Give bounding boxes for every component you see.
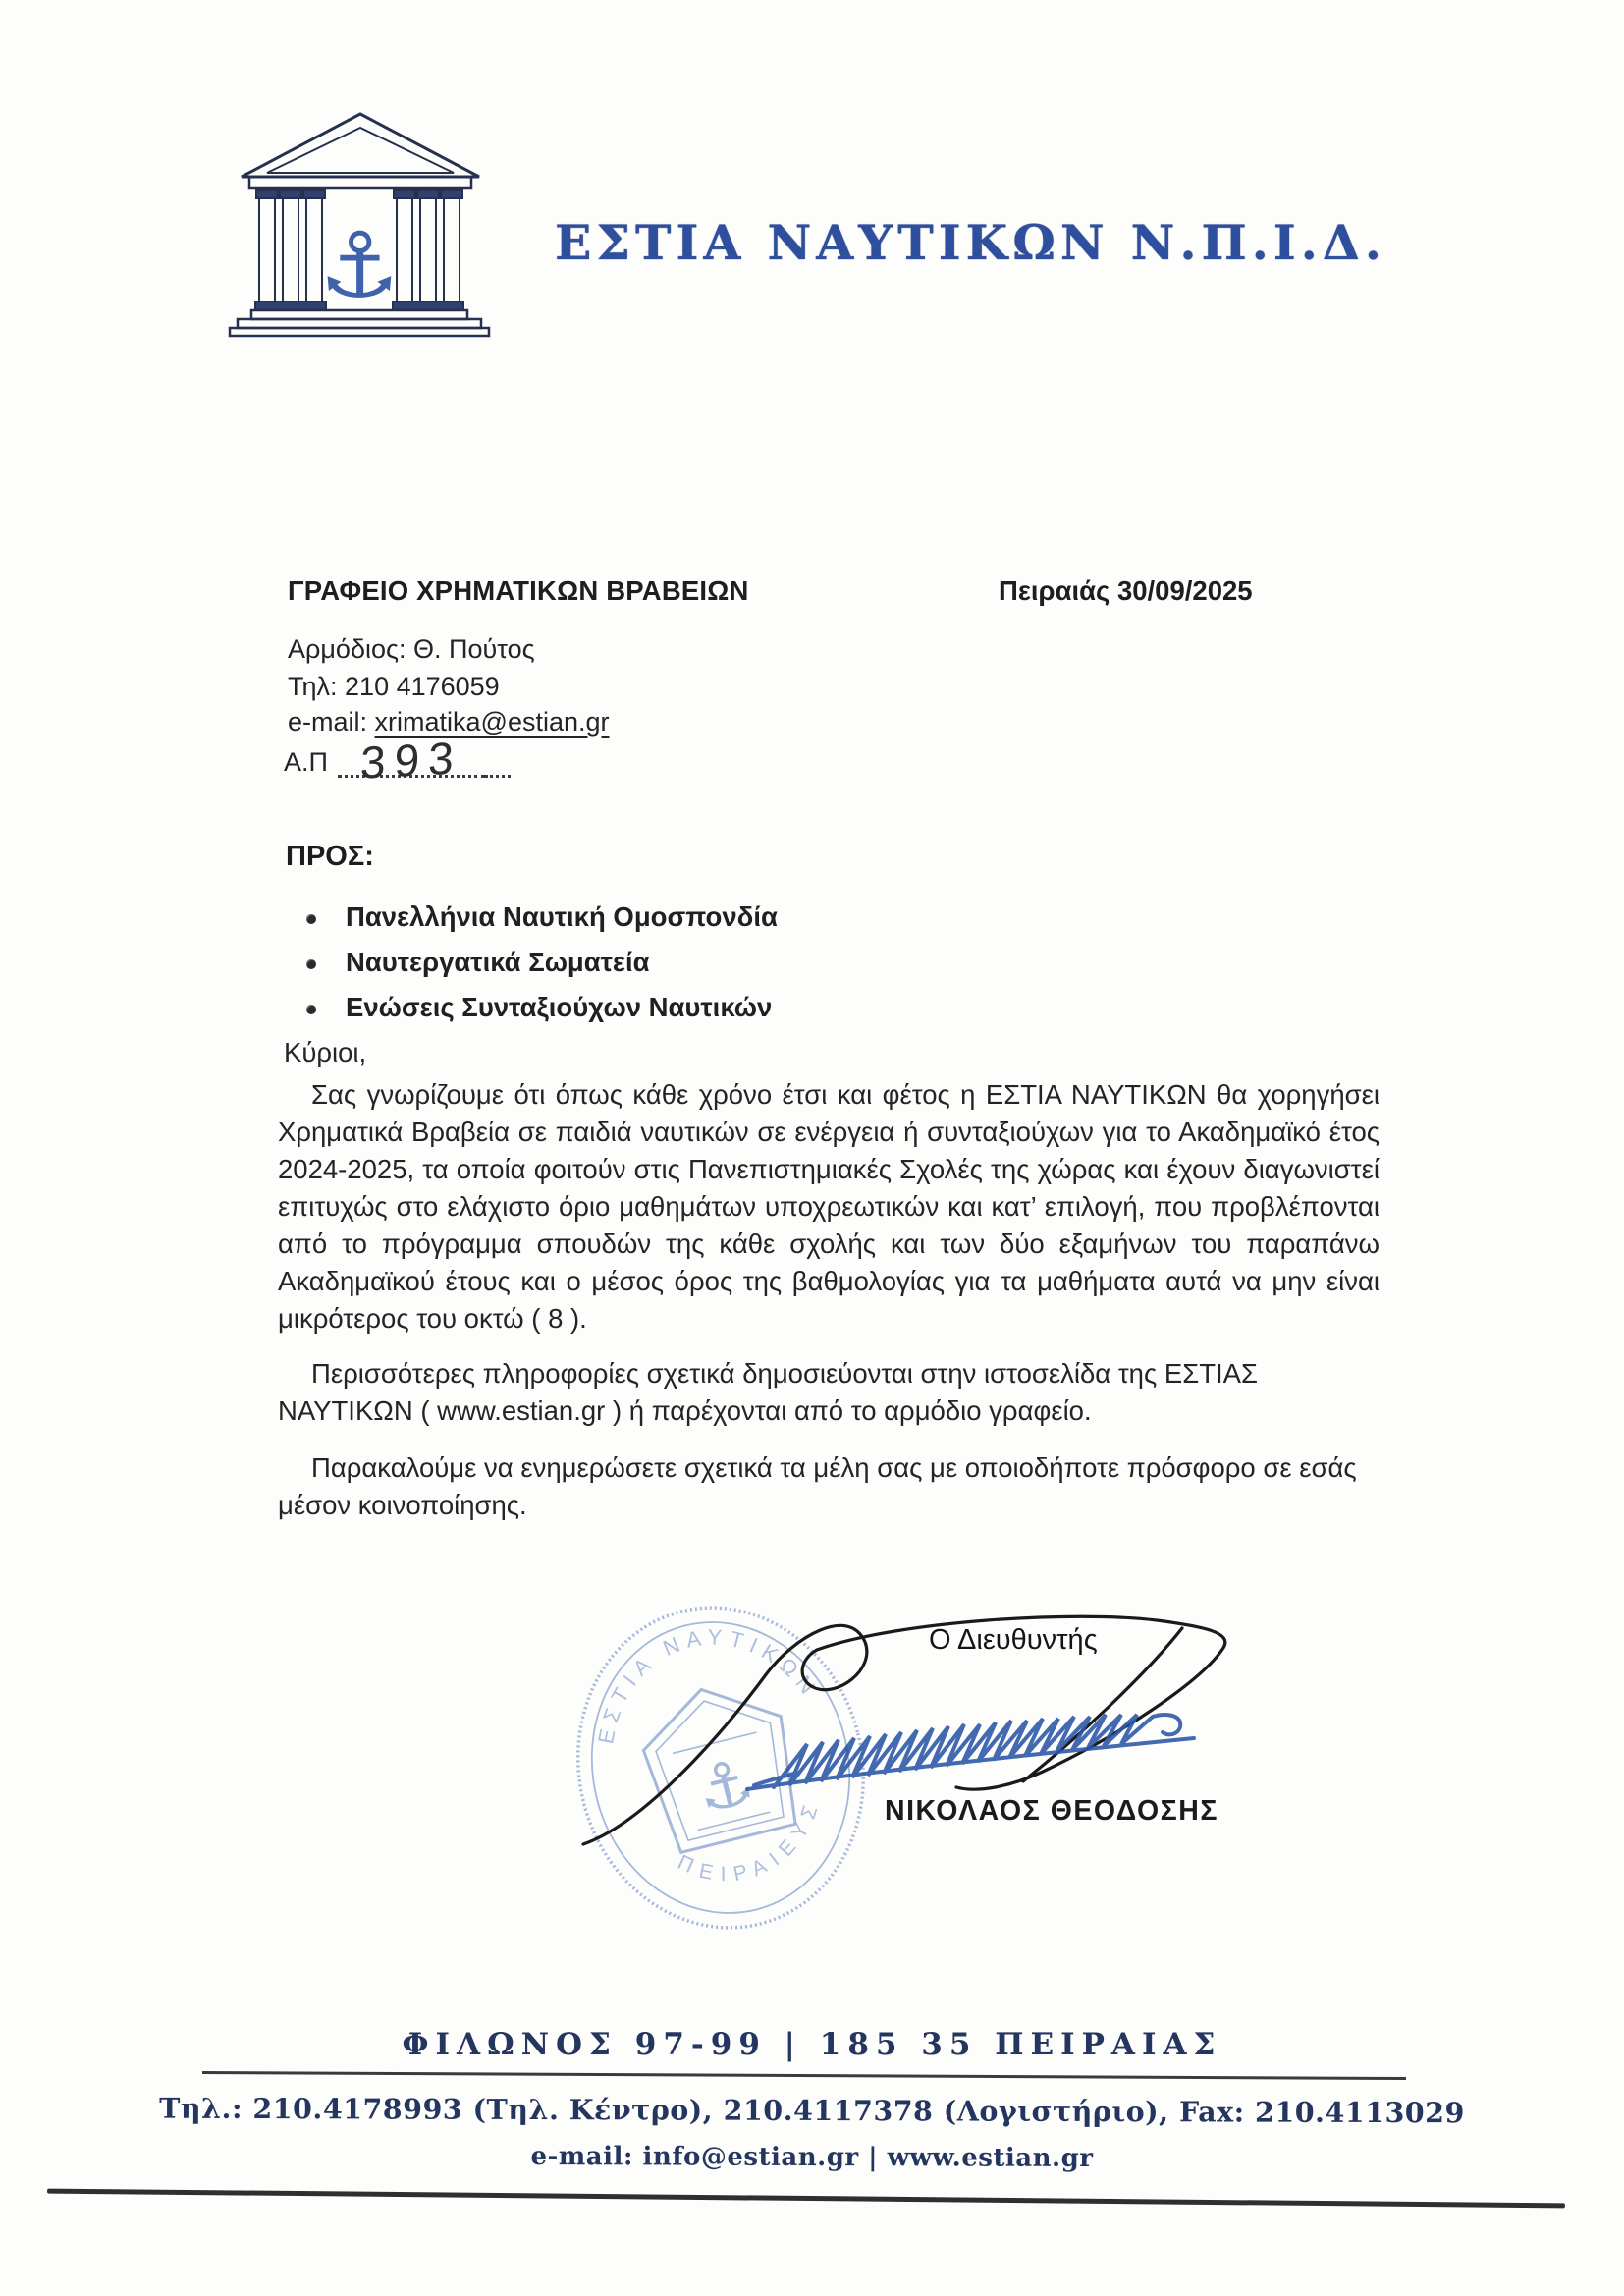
contact-phone: Τηλ: 210 4176059 <box>288 672 500 701</box>
protocol-number-handwritten: 393 <box>359 732 463 789</box>
temple-anchor-logo-icon <box>228 110 493 338</box>
protocol-dotted-tail <box>485 765 511 778</box>
recipient-item <box>306 902 778 933</box>
stamp-text-bottom: ΠΕΙΡΑΙΕΥΣ <box>674 1794 826 1886</box>
protocol-label: Α.Π <box>284 747 329 778</box>
anchor-icon: ⚓ <box>318 216 401 316</box>
signature-scribble <box>546 1577 1263 1882</box>
body-paragraph-2: Περισσότερες πληροφορίες σχετικά δημοσιεύονται στην ιστοσελίδα της ΕΣΤΙΑΣ ΝΑΥΤΙΚΩΝ ( www.estian.gr ) ή παρέχονται από το αρμόδιο γραφείο. <box>278 1358 1258 1426</box>
footer-phones: Τηλ.: 210.4178993 (Τηλ. Κέντρο), 210.4117378 (Λογιστήριο), Fax: 210.4113029 <box>159 2091 1465 2130</box>
contact-person: Αρμόδιος: Θ. Πούτος <box>288 634 535 664</box>
salutation: Κύριοι, <box>284 1037 367 1067</box>
place-date: Πειραιάς 30/09/2025 <box>999 575 1253 606</box>
org-title: ΕΣΤΙΑ ΝΑΥΤΙΚΩΝ Ν.Π.Ι.Δ. <box>555 214 1386 271</box>
email-label: e-mail: <box>288 707 375 737</box>
footer-divider <box>202 2071 1406 2080</box>
email-link[interactable]: xrimatika@estian.gr <box>374 707 610 737</box>
recipient-label: Πανελλήνια Ναυτική Ομοσπονδία <box>346 902 778 932</box>
protocol-dotted-line <box>338 732 485 789</box>
footer-address: ΦΙΛΩΝΟΣ 97-99 | 185 35 ΠΕΙΡΑΙΑΣ <box>402 2027 1222 2062</box>
stamp-text-top: ΕΣΤΙΑ ΝΑΥΤΙΚΩΝ <box>593 1624 825 1746</box>
recipient-label: Ναυτεργατικά Σωματεία <box>346 947 650 977</box>
signatory-name: ΝΙΚΟΛΑΟΣ ΘΕΟΔΟΣΗΣ <box>885 1795 1218 1827</box>
recipients-heading: ΠΡΟΣ: <box>286 841 374 872</box>
bullet-icon <box>306 959 316 969</box>
body-paragraph-1: Σας γνωρίζουμε ότι όπως κάθε χρόνο έτσι και φέτος η ΕΣΤΙΑ ΝΑΥΤΙΚΩΝ θα χορηγήσει Χρηματικά Βραβεία σε παιδιά ναυτικών σε ενέργεια ή συνταξιούχων για το Ακαδημαϊκό έτος 2024-2025, τα οποία φοιτούν στις Πανεπιστημιακές Σχολές της χώρας και έχουν διαγωνιστεί επιτυχώς στο ελάχιστο όριο μαθημάτων υποχρεωτικών και κατ’ επιλογή, που προβλέπονται από το πρόγραμμα σπουδών της κάθε σχολής και των δύο εξαμήνων του παραπάνω Ακαδημαϊκού έτους και ο μέσος όρος της βαθμολογίας για τα μαθήματα αυτά να μην είναι μικρότερος του οκτώ ( 8 ). <box>278 1079 1380 1334</box>
bullet-icon <box>306 1005 316 1014</box>
recipient-label: Ενώσεις Συνταξιούχων Ναυτικών <box>346 992 773 1022</box>
stamp-anchor-icon: ⚓ <box>689 1744 762 1828</box>
office-heading: ΓΡΑΦΕΙΟ ΧΡΗΜΑΤΙΚΩΝ ΒΡΑΒΕΙΩΝ <box>288 575 749 606</box>
protocol-line <box>284 732 511 789</box>
recipient-item <box>306 992 772 1023</box>
footer-email-web: e-mail: info@estian.gr | www.estian.gr <box>530 2142 1094 2173</box>
recipient-item <box>306 947 650 978</box>
signatory-title: Ο Διευθυντής <box>929 1624 1098 1656</box>
footer-bottom-rule <box>47 2189 1565 2209</box>
body-paragraph-3: Παρακαλούμε να ενημερώσετε σχετικά τα μέλη σας με οποιοδήποτε πρόσφορο σε εσάς μέσον κοινοποίησης. <box>278 1452 1357 1520</box>
bullet-icon <box>306 914 316 924</box>
